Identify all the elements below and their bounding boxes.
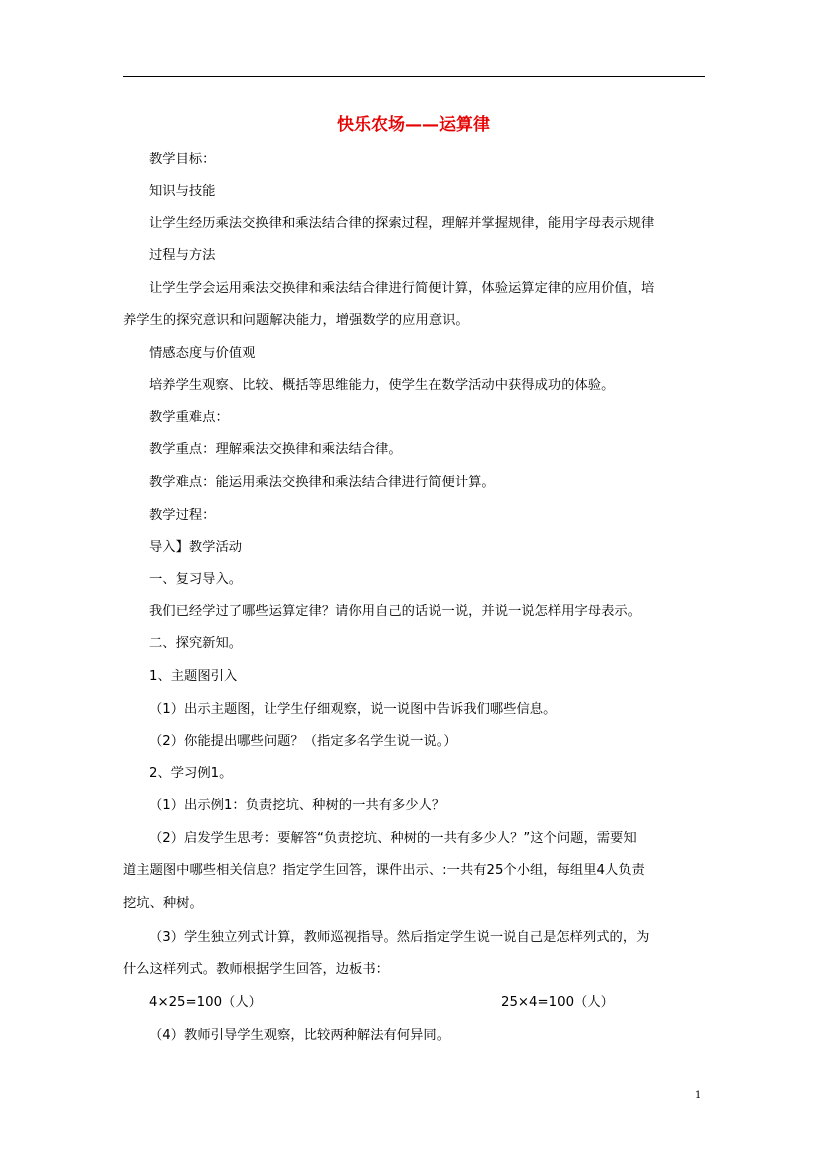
paragraph: 教学难点：能运用乘法交换律和乘法结合律进行简便计算。 [149,475,495,490]
header-rule [123,76,705,77]
paragraph: 导入】教学活动 [149,540,243,555]
paragraph: （1）出示主题图，让学生仔细观察，说一说图中告诉我们哪些信息。 [149,702,557,717]
paragraph: 知识与技能 [149,184,216,199]
paragraph: （4）教师引导学生观察，比较两种解法有何异同。 [149,1028,450,1043]
paragraph: 教学过程： [149,508,216,523]
paragraph: 教学重难点： [149,410,229,425]
paragraph: 让学生经历乘法交换律和乘法结合律的探索过程，理解并掌握规律，能用字母表示规律 [149,216,655,231]
paragraph: 情感态度与价值观 [149,346,256,361]
paragraph: 1、主题图引入 [149,669,238,684]
paragraph: （2）启发学生思考：要解答“负责挖坑、种树的一共有多少人？”这个问题，需要知 [149,831,637,846]
paragraph: 我们已经学过了哪些运算定律？请你用自己的话说一说，并说一说怎样用字母表示。 [149,604,641,619]
paragraph: 二、探究新知。 [149,636,243,651]
document-title: 快乐农场——运算律 [337,115,490,135]
equation-right: 25×4=100（人） [501,995,614,1010]
paragraph: 培养学生观察、比较、概括等思维能力，使学生在数学活动中获得成功的体验。 [149,378,615,393]
equation-left: 4×25=100（人） [149,995,262,1010]
paragraph: （3）学生独立列式计算，教师巡视指导。然后指定学生说一说自己是怎样列式的，为 [149,930,650,945]
paragraph: 2、学习例1。 [149,766,233,781]
paragraph: 道主题图中哪些相关信息？指定学生回答，课件出示、:一共有25个小组，每组里4人负责 [123,863,645,878]
paragraph: 让学生学会运用乘法交换律和乘法结合律进行简便计算，体验运算定律的应用价值，培 [149,281,655,296]
paragraph: （2）你能提出哪些问题？（指定多名学生说一说。） [149,734,457,749]
equation-line [149,994,614,1012]
paragraph: 一、复习导入。 [149,572,243,587]
paragraph: 挖坑、种树。 [123,896,203,911]
page-number: 1 [695,1090,702,1101]
paragraph: 教学目标： [149,152,216,167]
paragraph: 过程与方法 [149,248,216,263]
paragraph: 教学重点：理解乘法交换律和乘法结合律。 [149,442,402,457]
paragraph: （1）出示例1：负责挖坑、种树的一共有多少人？ [149,798,446,813]
paragraph: 什么这样列式。教师根据学生回答，边板书： [123,962,389,977]
paragraph: 养学生的探究意识和问题解决能力，增强数学的应用意识。 [123,313,469,328]
